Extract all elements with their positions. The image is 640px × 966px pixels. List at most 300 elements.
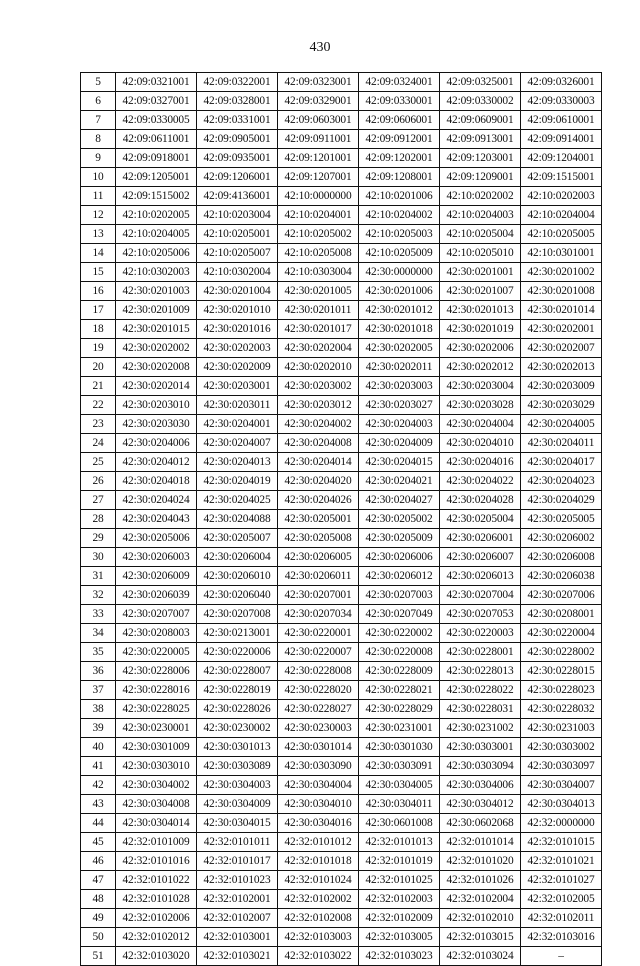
cadastral-code-cell: 42:32:0102005 — [521, 890, 602, 909]
cadastral-code-cell: 42:30:0204012 — [116, 453, 197, 472]
cadastral-code-cell: 42:30:0206005 — [278, 548, 359, 567]
cadastral-code-cell: 42:30:0205007 — [197, 529, 278, 548]
table-row — [81, 358, 602, 377]
cadastral-code-cell: 42:30:0202005 — [359, 339, 440, 358]
row-number: 49 — [81, 909, 116, 928]
cadastral-code-cell: 42:30:0228031 — [440, 700, 521, 719]
cadastral-code-cell: 42:30:0204003 — [359, 415, 440, 434]
cadastral-code-cell: 42:30:0207006 — [521, 586, 602, 605]
cadastral-code-cell: 42:30:0201015 — [116, 320, 197, 339]
cadastral-code-cell: 42:09:0610001 — [521, 111, 602, 130]
cadastral-code-cell: 42:30:0204005 — [521, 415, 602, 434]
cadastral-code-cell: 42:30:0201017 — [278, 320, 359, 339]
cadastral-code-cell: 42:30:0204010 — [440, 434, 521, 453]
cadastral-code-cell: 42:30:0202007 — [521, 339, 602, 358]
row-number: 24 — [81, 434, 116, 453]
table-row — [81, 947, 602, 966]
cadastral-code-cell: 42:30:0206002 — [521, 529, 602, 548]
row-number: 34 — [81, 624, 116, 643]
cadastral-code-cell: 42:30:0304008 — [116, 795, 197, 814]
table-row — [81, 890, 602, 909]
cadastral-code-cell: 42:30:0204029 — [521, 491, 602, 510]
cadastral-code-cell: 42:30:0204007 — [197, 434, 278, 453]
cadastral-code-cell: 42:30:0202014 — [116, 377, 197, 396]
table-row — [81, 795, 602, 814]
cadastral-code-cell: 42:32:0101024 — [278, 871, 359, 890]
cadastral-code-cell: 42:30:0228013 — [440, 662, 521, 681]
cadastral-code-cell: 42:30:0205008 — [278, 529, 359, 548]
cadastral-code-cell: 42:30:0201011 — [278, 301, 359, 320]
cadastral-code-cell: 42:30:0301030 — [359, 738, 440, 757]
table-row — [81, 472, 602, 491]
row-number: 37 — [81, 681, 116, 700]
cadastral-code-cell: 42:10:0203004 — [197, 206, 278, 225]
cadastral-code-cell: 42:09:0918001 — [116, 149, 197, 168]
cadastral-code-cell: 42:32:0102007 — [197, 909, 278, 928]
cadastral-code-cell: 42:30:0203009 — [521, 377, 602, 396]
cadastral-code-cell: 42:32:0101028 — [116, 890, 197, 909]
cadastral-code-cell: 42:30:0206004 — [197, 548, 278, 567]
row-number: 30 — [81, 548, 116, 567]
cadastral-code-cell: 42:10:0302004 — [197, 263, 278, 282]
table-row — [81, 244, 602, 263]
row-number: 7 — [81, 111, 116, 130]
cadastral-code-cell: 42:32:0101012 — [278, 833, 359, 852]
cadastral-code-cell: 42:32:0101018 — [278, 852, 359, 871]
cadastral-code-cell: 42:30:0204014 — [278, 453, 359, 472]
cadastral-code-cell: 42:09:0611001 — [116, 130, 197, 149]
cadastral-code-cell: 42:30:0206040 — [197, 586, 278, 605]
cadastral-code-cell: 42:09:0913001 — [440, 130, 521, 149]
cadastral-code-cell: 42:30:0228029 — [359, 700, 440, 719]
cadastral-code-cell: 42:32:0101016 — [116, 852, 197, 871]
cadastral-code-cell: 42:30:0228008 — [278, 662, 359, 681]
cadastral-code-cell: 42:30:0207049 — [359, 605, 440, 624]
cadastral-code-cell: 42:09:1203001 — [440, 149, 521, 168]
table-body — [81, 73, 602, 966]
cadastral-code-cell: 42:30:0304004 — [278, 776, 359, 795]
cadastral-code-cell: 42:32:0103024 — [440, 947, 521, 966]
cadastral-code-cell: 42:30:0204006 — [116, 434, 197, 453]
cadastral-code-cell: 42:30:0303094 — [440, 757, 521, 776]
cadastral-code-cell: 42:30:0304015 — [197, 814, 278, 833]
cadastral-code-cell: 42:09:0321001 — [116, 73, 197, 92]
table-row — [81, 282, 602, 301]
cadastral-code-cell: 42:30:0201010 — [197, 301, 278, 320]
cadastral-code-cell: 42:30:0206011 — [278, 567, 359, 586]
row-number: 42 — [81, 776, 116, 795]
cadastral-code-cell: 42:30:0304009 — [197, 795, 278, 814]
cadastral-code-cell: 42:30:0201003 — [116, 282, 197, 301]
cadastral-code-cell: 42:32:0101015 — [521, 833, 602, 852]
cadastral-code-cell: 42:30:0206009 — [116, 567, 197, 586]
cadastral-code-cell: 42:10:0201006 — [359, 187, 440, 206]
table-row — [81, 871, 602, 890]
cadastral-code-cell: 42:09:0606001 — [359, 111, 440, 130]
cadastral-code-cell: 42:32:0103005 — [359, 928, 440, 947]
cadastral-code-cell: 42:30:0303090 — [278, 757, 359, 776]
cadastral-code-cell: 42:32:0103001 — [197, 928, 278, 947]
cadastral-code-cell: 42:09:0330005 — [116, 111, 197, 130]
cadastral-code-cell: 42:30:0201006 — [359, 282, 440, 301]
cadastral-code-cell: 42:10:0205003 — [359, 225, 440, 244]
cadastral-code-cell: 42:10:0204002 — [359, 206, 440, 225]
cadastral-code-cell: 42:30:0201016 — [197, 320, 278, 339]
cadastral-code-cell: 42:30:0203002 — [278, 377, 359, 396]
cadastral-code-cell: 42:30:0231003 — [521, 719, 602, 738]
table-row — [81, 377, 602, 396]
row-number: 46 — [81, 852, 116, 871]
table-row — [81, 73, 602, 92]
cadastral-code-cell: 42:30:0205006 — [116, 529, 197, 548]
row-number: 51 — [81, 947, 116, 966]
row-number: 36 — [81, 662, 116, 681]
cadastral-code-cell: 42:30:0208001 — [521, 605, 602, 624]
cadastral-code-cell: 42:30:0204024 — [116, 491, 197, 510]
cadastral-code-cell: 42:30:0202013 — [521, 358, 602, 377]
row-number: 19 — [81, 339, 116, 358]
cadastral-code-cell: 42:30:0204025 — [197, 491, 278, 510]
cadastral-code-cell: 42:30:0201008 — [521, 282, 602, 301]
cadastral-code-cell: 42:30:0304010 — [278, 795, 359, 814]
cadastral-code-cell: 42:32:0101014 — [440, 833, 521, 852]
table-row — [81, 738, 602, 757]
empty-cell-dash: – — [521, 947, 602, 966]
cadastral-code-cell: 42:30:0206003 — [116, 548, 197, 567]
cadastral-code-cell: 42:30:0204015 — [359, 453, 440, 472]
cadastral-code-cell: 42:30:0205002 — [359, 510, 440, 529]
cadastral-code-cell: 42:30:0228015 — [521, 662, 602, 681]
cadastral-code-cell: 42:30:0201013 — [440, 301, 521, 320]
cadastral-code-cell: 42:30:0203004 — [440, 377, 521, 396]
cadastral-code-cell: 42:09:4136001 — [197, 187, 278, 206]
cadastral-code-cell: 42:30:0203028 — [440, 396, 521, 415]
table-row — [81, 263, 602, 282]
cadastral-code-cell: 42:30:0228020 — [278, 681, 359, 700]
table-row — [81, 757, 602, 776]
cadastral-code-cell: 42:32:0101027 — [521, 871, 602, 890]
cadastral-code-cell: 42:32:0102003 — [359, 890, 440, 909]
cadastral-code-cell: 42:10:0205004 — [440, 225, 521, 244]
cadastral-code-cell: 42:09:0911001 — [278, 130, 359, 149]
cadastral-code-cell: 42:30:0301009 — [116, 738, 197, 757]
cadastral-code-cell: 42:32:0101013 — [359, 833, 440, 852]
cadastral-code-cell: 42:09:0330001 — [359, 92, 440, 111]
cadastral-code-cell: 42:09:0912001 — [359, 130, 440, 149]
cadastral-code-cell: 42:32:0101009 — [116, 833, 197, 852]
cadastral-code-cell: 42:30:0228027 — [278, 700, 359, 719]
cadastral-code-cell: 42:30:0304012 — [440, 795, 521, 814]
cadastral-code-cell: 42:30:0304011 — [359, 795, 440, 814]
cadastral-code-cell: 42:10:0204004 — [521, 206, 602, 225]
cadastral-code-cell: 42:32:0101023 — [197, 871, 278, 890]
cadastral-code-cell: 42:30:0202004 — [278, 339, 359, 358]
cadastral-code-cell: 42:30:0304005 — [359, 776, 440, 795]
row-number: 38 — [81, 700, 116, 719]
cadastral-code-cell: 42:09:1209001 — [440, 168, 521, 187]
cadastral-code-cell: 42:30:0228006 — [116, 662, 197, 681]
cadastral-code-cell: 42:10:0205007 — [197, 244, 278, 263]
cadastral-code-cell: 42:10:0205002 — [278, 225, 359, 244]
row-number: 23 — [81, 415, 116, 434]
cadastral-code-cell: 42:30:0202002 — [116, 339, 197, 358]
cadastral-code-cell: 42:30:0228001 — [440, 643, 521, 662]
cadastral-code-cell: 42:32:0103021 — [197, 947, 278, 966]
table-row — [81, 928, 602, 947]
cadastral-code-cell: 42:30:0304014 — [116, 814, 197, 833]
cadastral-code-cell: 42:30:0204013 — [197, 453, 278, 472]
table-row — [81, 130, 602, 149]
table-row — [81, 567, 602, 586]
cadastral-code-cell: 42:30:0303097 — [521, 757, 602, 776]
cadastral-code-cell: 42:09:0331001 — [197, 111, 278, 130]
row-number: 8 — [81, 130, 116, 149]
cadastral-code-cell: 42:30:0207008 — [197, 605, 278, 624]
document-table-container — [80, 72, 594, 966]
cadastral-code-cell: 42:30:0201002 — [521, 263, 602, 282]
cadastral-code-cell: 42:30:0201009 — [116, 301, 197, 320]
row-number: 18 — [81, 320, 116, 339]
cadastral-code-cell: 42:30:0202010 — [278, 358, 359, 377]
cadastral-code-cell: 42:30:0202008 — [116, 358, 197, 377]
row-number: 6 — [81, 92, 116, 111]
table-row — [81, 814, 602, 833]
table-row — [81, 833, 602, 852]
table-row — [81, 339, 602, 358]
table-row — [81, 415, 602, 434]
cadastral-code-cell: 42:30:0203001 — [197, 377, 278, 396]
row-number: 22 — [81, 396, 116, 415]
table-row — [81, 548, 602, 567]
cadastral-code-cell: 42:30:0205009 — [359, 529, 440, 548]
cadastral-code-cell: 42:30:0206039 — [116, 586, 197, 605]
cadastral-code-cell: 42:30:0205004 — [440, 510, 521, 529]
cadastral-code-cell: 42:09:1515002 — [116, 187, 197, 206]
cadastral-code-cell: 42:30:0206006 — [359, 548, 440, 567]
cadastral-code-cell: 42:30:0303010 — [116, 757, 197, 776]
cadastral-code-cell: 42:09:0327001 — [116, 92, 197, 111]
cadastral-code-cell: 42:10:0202003 — [521, 187, 602, 206]
row-number: 40 — [81, 738, 116, 757]
cadastral-code-cell: 42:10:0301001 — [521, 244, 602, 263]
cadastral-code-cell: 42:09:1205001 — [116, 168, 197, 187]
cadastral-code-cell: 42:32:0103016 — [521, 928, 602, 947]
cadastral-code-cell: 42:32:0102010 — [440, 909, 521, 928]
cadastral-code-cell: 42:30:0303002 — [521, 738, 602, 757]
cadastral-code-cell: 42:09:0914001 — [521, 130, 602, 149]
cadastral-code-cell: 42:30:0204018 — [116, 472, 197, 491]
table-row — [81, 491, 602, 510]
cadastral-code-cell: 42:10:0000000 — [278, 187, 359, 206]
cadastral-code-cell: 42:09:1204001 — [521, 149, 602, 168]
cadastral-code-cell: 42:30:0231001 — [359, 719, 440, 738]
cadastral-code-cell: 42:10:0205010 — [440, 244, 521, 263]
row-number: 47 — [81, 871, 116, 890]
table-row — [81, 168, 602, 187]
cadastral-code-cell: 42:32:0102006 — [116, 909, 197, 928]
cadastral-code-cell: 42:30:0228026 — [197, 700, 278, 719]
cadastral-code-cell: 42:30:0228007 — [197, 662, 278, 681]
table-row — [81, 206, 602, 225]
row-number: 33 — [81, 605, 116, 624]
table-row — [81, 776, 602, 795]
cadastral-code-cell: 42:30:0203027 — [359, 396, 440, 415]
cadastral-code-cell: 42:30:0204004 — [440, 415, 521, 434]
table-row — [81, 852, 602, 871]
cadastral-code-cell: 42:30:0203011 — [197, 396, 278, 415]
table-row — [81, 700, 602, 719]
cadastral-code-cell: 42:30:0204020 — [278, 472, 359, 491]
cadastral-code-cell: 42:10:0202005 — [116, 206, 197, 225]
cadastral-code-cell: 42:30:0204028 — [440, 491, 521, 510]
row-number: 32 — [81, 586, 116, 605]
cadastral-code-cell: 42:09:0325001 — [440, 73, 521, 92]
cadastral-code-cell: 42:30:0228019 — [197, 681, 278, 700]
cadastral-code-cell: 42:30:0204088 — [197, 510, 278, 529]
cadastral-code-cell: 42:30:0220007 — [278, 643, 359, 662]
cadastral-code-cell: 42:30:0207053 — [440, 605, 521, 624]
cadastral-code-cell: 42:09:0603001 — [278, 111, 359, 130]
cadastral-code-cell: 42:30:0230001 — [116, 719, 197, 738]
cadastral-code-cell: 42:30:0204021 — [359, 472, 440, 491]
row-number: 35 — [81, 643, 116, 662]
cadastral-code-cell: 42:30:0228032 — [521, 700, 602, 719]
cadastral-code-cell: 42:09:1207001 — [278, 168, 359, 187]
cadastral-code-cell: 42:10:0205001 — [197, 225, 278, 244]
table-row — [81, 111, 602, 130]
cadastral-code-cell: 42:30:0204027 — [359, 491, 440, 510]
cadastral-code-cell: 42:30:0202011 — [359, 358, 440, 377]
cadastral-code-cell: 42:09:1208001 — [359, 168, 440, 187]
cadastral-code-cell: 42:32:0101011 — [197, 833, 278, 852]
cadastral-code-cell: 42:30:0602068 — [440, 814, 521, 833]
cadastral-code-cell: 42:30:0206007 — [440, 548, 521, 567]
cadastral-code-cell: 42:30:0303089 — [197, 757, 278, 776]
cadastral-code-cell: 42:30:0304013 — [521, 795, 602, 814]
table-row — [81, 510, 602, 529]
cadastral-code-cell: 42:32:0102012 — [116, 928, 197, 947]
row-number: 15 — [81, 263, 116, 282]
cadastral-code-cell: 42:30:0304016 — [278, 814, 359, 833]
cadastral-code-cell: 42:30:0206038 — [521, 567, 602, 586]
cadastral-code-cell: 42:30:0204019 — [197, 472, 278, 491]
cadastral-code-cell: 42:30:0303091 — [359, 757, 440, 776]
table-row — [81, 396, 602, 415]
cadastral-code-cell: 42:30:0301013 — [197, 738, 278, 757]
table-row — [81, 662, 602, 681]
cadastral-code-cell: 42:30:0228002 — [521, 643, 602, 662]
table-row — [81, 719, 602, 738]
cadastral-code-cell: 42:10:0303004 — [278, 263, 359, 282]
cadastral-code-cell: 42:30:0220005 — [116, 643, 197, 662]
cadastral-code-cell: 42:10:0302003 — [116, 263, 197, 282]
cadastral-code-cell: 42:30:0201005 — [278, 282, 359, 301]
cadastral-code-cell: 42:09:0935001 — [197, 149, 278, 168]
cadastral-code-cell: 42:32:0101020 — [440, 852, 521, 871]
page-number: 430 — [309, 40, 331, 55]
cadastral-code-cell: 42:30:0201018 — [359, 320, 440, 339]
cadastral-code-cell: 42:10:0202002 — [440, 187, 521, 206]
cadastral-code-cell: 42:30:0201019 — [440, 320, 521, 339]
row-number: 20 — [81, 358, 116, 377]
cadastral-code-cell: 42:30:0205005 — [521, 510, 602, 529]
table-row — [81, 605, 602, 624]
table-row — [81, 624, 602, 643]
cadastral-code-cell: 42:09:0328001 — [197, 92, 278, 111]
cadastral-code-cell: 42:30:0201007 — [440, 282, 521, 301]
cadastral-code-cell: 42:30:0205001 — [278, 510, 359, 529]
cadastral-code-cell: 42:30:0206013 — [440, 567, 521, 586]
cadastral-code-cell: 42:09:1201001 — [278, 149, 359, 168]
cadastral-code-cell: 42:30:0220001 — [278, 624, 359, 643]
cadastral-code-cell: 42:09:0905001 — [197, 130, 278, 149]
cadastral-code-cell: 42:30:0204017 — [521, 453, 602, 472]
cadastral-code-cell: 42:10:0205005 — [521, 225, 602, 244]
cadastral-code-cell: 42:30:0000000 — [359, 263, 440, 282]
cadastral-code-cell: 42:30:0204002 — [278, 415, 359, 434]
cadastral-code-cell: 42:30:0204022 — [440, 472, 521, 491]
cadastral-code-cell: 42:32:0102002 — [278, 890, 359, 909]
cadastral-code-cell: 42:30:0213001 — [197, 624, 278, 643]
row-number: 27 — [81, 491, 116, 510]
cadastral-code-cell: 42:30:0201001 — [440, 263, 521, 282]
cadastral-code-cell: 42:32:0101025 — [359, 871, 440, 890]
cadastral-code-cell: 42:32:0102001 — [197, 890, 278, 909]
cadastral-code-cell: 42:30:0203030 — [116, 415, 197, 434]
cadastral-code-cell: 42:30:0230003 — [278, 719, 359, 738]
cadastral-code-cell: 42:30:0207001 — [278, 586, 359, 605]
row-number: 14 — [81, 244, 116, 263]
row-number: 13 — [81, 225, 116, 244]
cadastral-code-cell: 42:30:0203012 — [278, 396, 359, 415]
cadastral-code-cell: 42:09:1202001 — [359, 149, 440, 168]
cadastral-code-cell: 42:30:0201012 — [359, 301, 440, 320]
row-number: 9 — [81, 149, 116, 168]
cadastral-code-cell: 42:30:0204001 — [197, 415, 278, 434]
cadastral-code-table — [80, 72, 602, 966]
cadastral-code-cell: 42:30:0304002 — [116, 776, 197, 795]
cadastral-code-cell: 42:10:0204003 — [440, 206, 521, 225]
cadastral-code-cell: 42:32:0103023 — [359, 947, 440, 966]
cadastral-code-cell: 42:30:0207007 — [116, 605, 197, 624]
table-row — [81, 320, 602, 339]
cadastral-code-cell: 42:30:0207034 — [278, 605, 359, 624]
row-number: 39 — [81, 719, 116, 738]
cadastral-code-cell: 42:32:0101019 — [359, 852, 440, 871]
cadastral-code-cell: 42:09:0324001 — [359, 73, 440, 92]
row-number: 50 — [81, 928, 116, 947]
cadastral-code-cell: 42:30:0201004 — [197, 282, 278, 301]
cadastral-code-cell: 42:10:0205009 — [359, 244, 440, 263]
cadastral-code-cell: 42:30:0202012 — [440, 358, 521, 377]
cadastral-code-cell: 42:32:0101021 — [521, 852, 602, 871]
row-number: 41 — [81, 757, 116, 776]
cadastral-code-cell: 42:30:0204009 — [359, 434, 440, 453]
table-row — [81, 301, 602, 320]
table-row — [81, 225, 602, 244]
cadastral-code-cell: 42:30:0220006 — [197, 643, 278, 662]
cadastral-code-cell: 42:10:0204001 — [278, 206, 359, 225]
cadastral-code-cell: 42:30:0202001 — [521, 320, 602, 339]
cadastral-code-cell: 42:32:0000000 — [521, 814, 602, 833]
row-number: 28 — [81, 510, 116, 529]
table-row — [81, 643, 602, 662]
cadastral-code-cell: 42:30:0201014 — [521, 301, 602, 320]
table-row — [81, 681, 602, 700]
table-row — [81, 586, 602, 605]
cadastral-code-cell: 42:30:0303001 — [440, 738, 521, 757]
cadastral-code-cell: 42:09:0609001 — [440, 111, 521, 130]
